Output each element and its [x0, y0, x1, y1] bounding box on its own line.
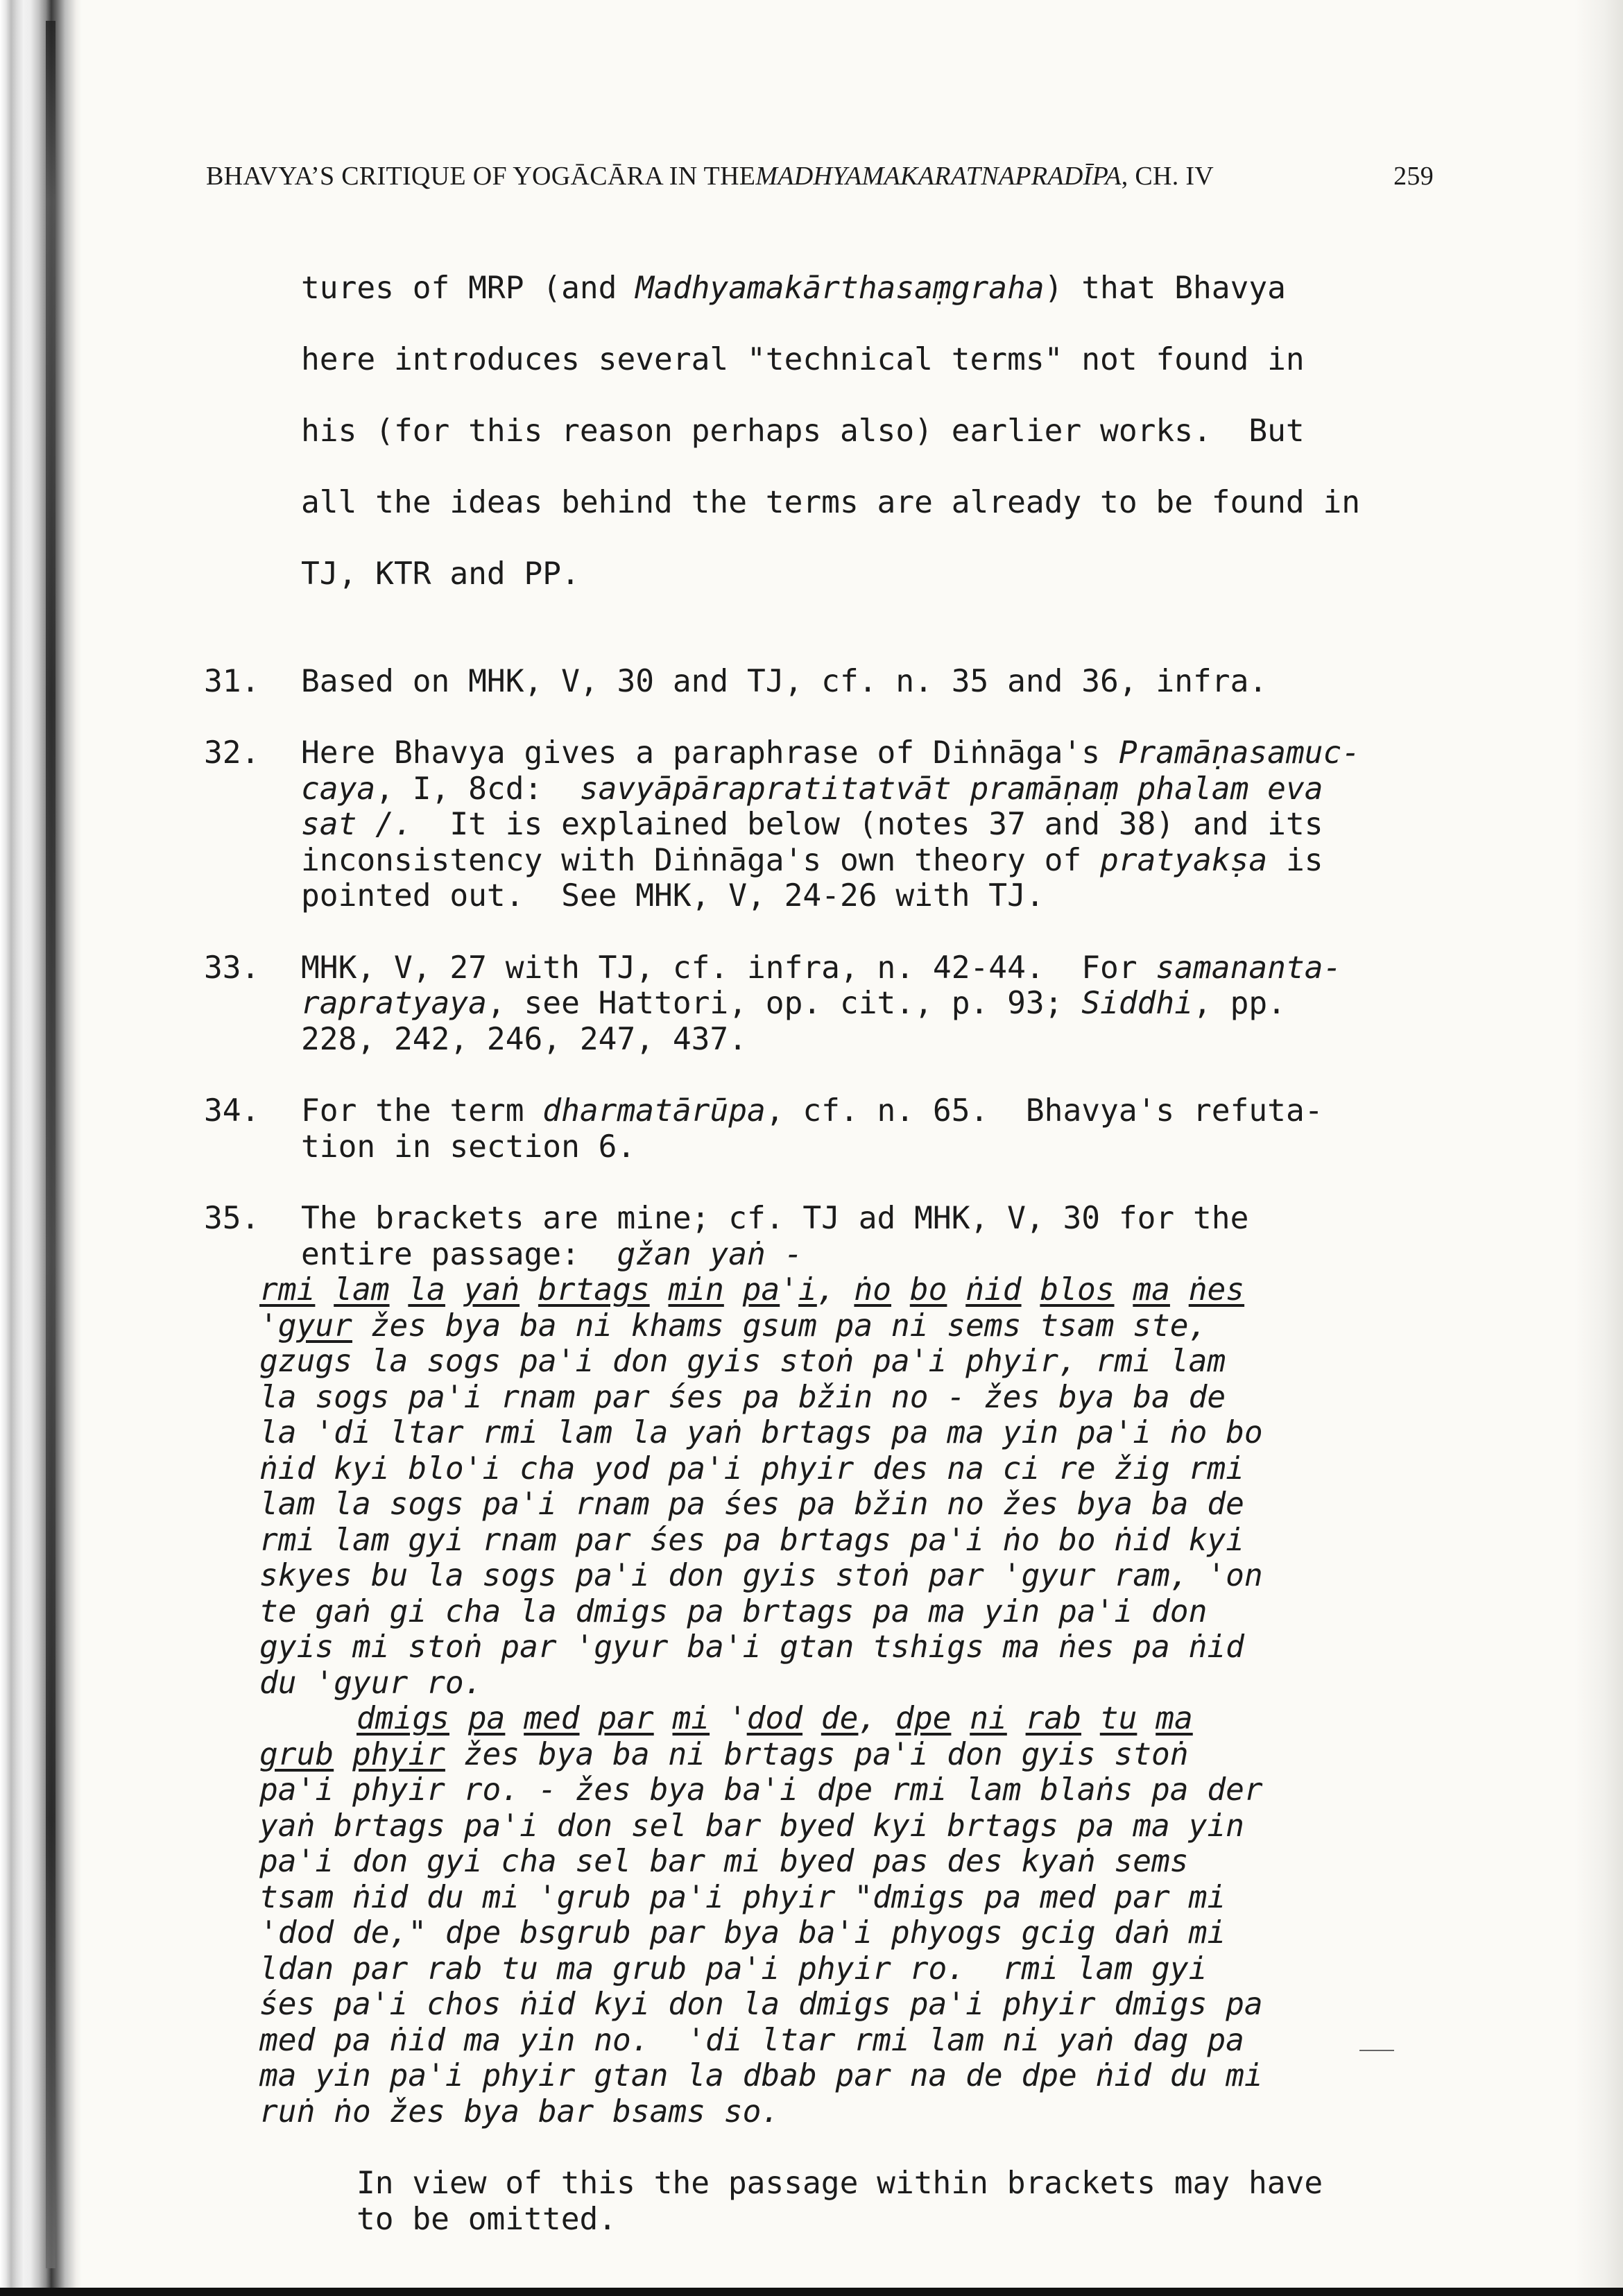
quote-line: la 'di ltar rmi lam la yaṅ brtags pa ma yin pa'i ṅo bo	[259, 1415, 1263, 1450]
running-header	[206, 161, 1434, 191]
footnote-text: For the term dharmatārūpa, cf. n. 65. Bhavya's refuta- tion in section 6.	[301, 1093, 1323, 1165]
quote-line: tsam ṅid du mi 'grub pa'i phyir "dmigs pa med par mi	[259, 1879, 1226, 1915]
scan-binding-spine	[46, 21, 55, 2268]
footnote-text: The brackets are mine; cf. TJ ad MHK, V, 30 for the entire passage: gžan yaṅ -	[301, 1201, 1249, 1272]
continued-line-1: tures of MRP (and Madhyamakārthasaṃgraha) that Bhavya	[301, 270, 1286, 306]
footnote-number: 33.	[204, 950, 260, 986]
quote-line: yaṅ brtags pa'i don sel bar byed kyi brtags pa ma yin	[259, 1808, 1244, 1844]
header-title-prefix: BHAVYA’S CRITIQUE OF YOGĀCĀRA IN THE	[206, 162, 756, 191]
footnote-35	[204, 1201, 1466, 1272]
footnote-text: MHK, V, 27 with TJ, cf. infra, n. 42-44. For samananta- rapratyaya, see Hattori, op. cit., p. 93; Siddhi, pp. 228, 242, 246, 247, 437.	[301, 950, 1342, 1057]
closing-line-1: In view of this the passage within brackets may have	[357, 2166, 1323, 2201]
quote-line: ma yin pa'i phyir gtan la dbab par na de dpe ṅid du mi	[259, 2058, 1263, 2093]
quote-line: te gaṅ gi cha la dmigs pa brtags pa ma yin pa'i don	[259, 1593, 1208, 1629]
footnote-text: Based on MHK, V, 30 and TJ, cf. n. 35 and 36, infra.	[301, 663, 1268, 699]
footnote-34	[204, 1093, 1466, 1165]
page-body	[204, 234, 1466, 2237]
quote-line: ruṅ ṅo žes bya bar bsams so.	[259, 2093, 780, 2130]
continued-line-2: here introduces several "technical terms" not found in	[301, 341, 1305, 377]
scan-binding-shadow	[0, 0, 82, 2289]
header-title-suffix: , CH. IV	[1121, 162, 1214, 191]
quote-line: la sogs pa'i rnam par śes pa bžin no - žes bya ba de	[259, 1379, 1226, 1415]
quote-line: pa'i don gyi cha sel bar mi byed pas des kyaṅ sems	[259, 1844, 1189, 1879]
footnote-32	[204, 735, 1466, 914]
quote-line: dmigs pa med par mi 'dod de, dpe ni rab tu ma	[357, 1701, 1193, 1736]
quote-line: pa'i phyir ro. - žes bya ba'i dpe rmi lam blaṅs pa der	[259, 1772, 1263, 1808]
header-title-italic: MADHYAMAKARATNAPRADĪPA	[755, 162, 1122, 191]
footnote-text: Here Bhavya gives a paraphrase of Diṅnāga's Pramāṇasamuc- caya, I, 8cd: savyāpārapratitatvāt pramāṇaṃ phalam eva sat /. It is explained below (notes 37 and 38) and its inconsistency with Diṅnāga's own theory of pratyakṣa is pointed out. See MHK, V, 24-26 with TJ.	[301, 735, 1361, 914]
closing-line-2: to be omitted.	[357, 2201, 617, 2237]
quote-line: ldan par rab tu ma grub pa'i phyir ro. rmi lam gyi	[259, 1951, 1208, 1987]
quote-line: gyis mi stoṅ par 'gyur ba'i gtan tshigs ma ṅes pa ṅid	[259, 1629, 1244, 1665]
quote-line: gzugs la sogs pa'i don gyis stoṅ pa'i phyir, rmi lam	[259, 1344, 1226, 1379]
quote-line: lam la sogs pa'i rnam pa śes pa bžin no žes bya ba de	[259, 1487, 1244, 1522]
scan-bottom-edge	[0, 2288, 1623, 2296]
continued-line-3: his (for this reason perhaps also) earlier works. But	[301, 413, 1305, 449]
quote-line: rmi lam gyi rnam par śes pa brtags pa'i ṅo bo ṅid kyi	[259, 1522, 1244, 1558]
footnote-33	[204, 950, 1466, 1058]
quote-line: ṅid kyi blo'i cha yod pa'i phyir des na ci re žig rmi	[259, 1450, 1244, 1487]
continued-line-4: all the ideas behind the terms are already to be found in	[301, 484, 1361, 520]
tibetan-quotation	[259, 1272, 1466, 2130]
continued-line-5: TJ, KTR and PP.	[301, 556, 580, 592]
quote-line: śes pa'i chos ṅid kyi don la dmigs pa'i phyir dmigs pa	[259, 1987, 1263, 2022]
footnote-number: 34.	[204, 1093, 260, 1129]
footnote-number: 31.	[204, 663, 260, 699]
closing-remark	[357, 2166, 1466, 2237]
quote-line: du 'gyur ro.	[259, 1665, 483, 1701]
stray-pen-mark	[1359, 2050, 1394, 2051]
footnote-31	[204, 664, 1466, 700]
quote-line: 'gyur žes bya ba ni khams gsum pa ni sems tsam ste,	[259, 1308, 1208, 1344]
quote-line: rmi lam la yaṅ brtags min pa'i, ṅo bo ṅid blos ma ṅes	[259, 1272, 1245, 1308]
quote-line: grub phyir žes bya ba ni brtags pa'i don gyis stoṅ	[259, 1736, 1189, 1772]
page-number: 259	[1393, 162, 1434, 191]
footnote-number: 32.	[204, 735, 260, 771]
quote-line: 'dod de," dpe bsgrub par bya ba'i phyogs gcig daṅ mi	[259, 1915, 1226, 1951]
continued-note	[301, 234, 1466, 628]
footnote-number: 35.	[204, 1201, 260, 1236]
quote-line: skyes bu la sogs pa'i don gyis stoṅ par 'gyur ram, 'on	[259, 1558, 1263, 1593]
quote-line: med pa ṅid ma yin no. 'di ltar rmi lam ni yaṅ dag pa	[259, 2022, 1244, 2058]
scan-right-edge	[1574, 0, 1623, 2289]
